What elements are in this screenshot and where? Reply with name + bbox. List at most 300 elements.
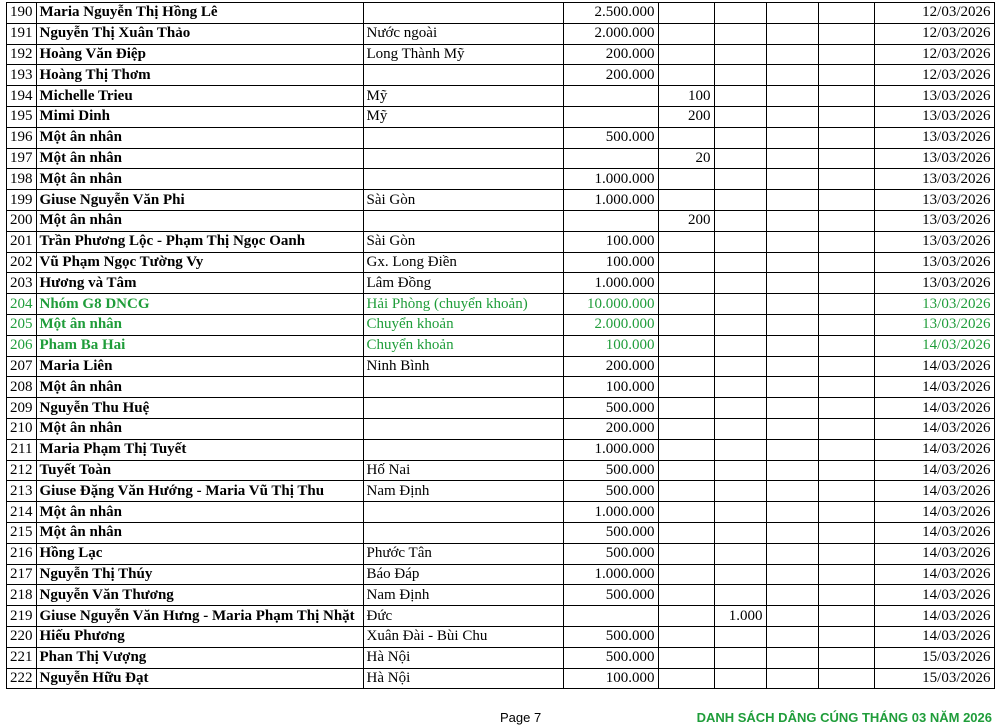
amount-vnd-cell: 100.000 <box>563 377 658 398</box>
donor-place-cell: Hố Nai <box>363 460 563 481</box>
amount-vnd-cell: 500.000 <box>563 522 658 543</box>
amount-eur-cell <box>714 169 766 190</box>
donor-place-cell <box>363 522 563 543</box>
extra-cell-2 <box>818 127 874 148</box>
donor-name-cell: Mimi Dinh <box>36 106 363 127</box>
extra-cell-2 <box>818 647 874 668</box>
extra-cell-1 <box>766 169 818 190</box>
row-number-cell: 194 <box>7 86 37 107</box>
row-number-cell: 204 <box>7 294 37 315</box>
row-number-cell: 219 <box>7 606 37 627</box>
table-row <box>7 606 995 627</box>
donor-place-cell <box>363 169 563 190</box>
donor-name-cell: Hiếu Phương <box>36 626 363 647</box>
amount-usd-cell <box>658 23 714 44</box>
table-row <box>7 335 995 356</box>
table-row <box>7 377 995 398</box>
amount-vnd-cell: 500.000 <box>563 647 658 668</box>
date-cell: 13/03/2026 <box>874 106 994 127</box>
amount-vnd-cell: 1.000.000 <box>563 190 658 211</box>
donor-place-cell <box>363 377 563 398</box>
extra-cell-2 <box>818 418 874 439</box>
amount-vnd-cell: 100.000 <box>563 335 658 356</box>
extra-cell-2 <box>818 543 874 564</box>
extra-cell-2 <box>818 314 874 335</box>
date-cell: 12/03/2026 <box>874 23 994 44</box>
table-row <box>7 190 995 211</box>
row-number-cell: 220 <box>7 626 37 647</box>
donor-name-cell: Nguyễn Thị Thúy <box>36 564 363 585</box>
extra-cell-1 <box>766 647 818 668</box>
extra-cell-1 <box>766 3 818 24</box>
row-number-cell: 210 <box>7 418 37 439</box>
donor-name-cell: Nguyễn Văn Thương <box>36 585 363 606</box>
amount-usd-cell <box>658 377 714 398</box>
amount-usd-cell <box>658 190 714 211</box>
date-cell: 12/03/2026 <box>874 3 994 24</box>
table-row <box>7 543 995 564</box>
table-row <box>7 398 995 419</box>
date-cell: 15/03/2026 <box>874 647 994 668</box>
extra-cell-2 <box>818 3 874 24</box>
extra-cell-1 <box>766 356 818 377</box>
donor-name-cell: Một ân nhân <box>36 377 363 398</box>
extra-cell-1 <box>766 502 818 523</box>
row-number-cell: 209 <box>7 398 37 419</box>
amount-usd-cell <box>658 668 714 689</box>
amount-vnd-cell: 100.000 <box>563 231 658 252</box>
extra-cell-2 <box>818 626 874 647</box>
date-cell: 14/03/2026 <box>874 564 994 585</box>
row-number-cell: 200 <box>7 210 37 231</box>
donor-name-cell: Trần Phương Lộc - Phạm Thị Ngọc Oanh <box>36 231 363 252</box>
amount-eur-cell <box>714 106 766 127</box>
donor-place-cell: Ninh Bình <box>363 356 563 377</box>
table-row <box>7 86 995 107</box>
amount-usd-cell <box>658 543 714 564</box>
row-number-cell: 222 <box>7 668 37 689</box>
donor-name-cell: Nguyễn Thị Xuân Thảo <box>36 23 363 44</box>
donor-place-cell: Đức <box>363 606 563 627</box>
amount-vnd-cell: 500.000 <box>563 481 658 502</box>
donor-place-cell: Xuân Đài - Bùi Chu <box>363 626 563 647</box>
amount-usd-cell: 200 <box>658 210 714 231</box>
amount-vnd-cell: 1.000.000 <box>563 169 658 190</box>
donor-name-cell: Nguyễn Hữu Đạt <box>36 668 363 689</box>
table-row <box>7 252 995 273</box>
extra-cell-1 <box>766 23 818 44</box>
amount-usd-cell <box>658 335 714 356</box>
extra-cell-2 <box>818 231 874 252</box>
amount-usd-cell <box>658 231 714 252</box>
amount-vnd-cell: 2.500.000 <box>563 3 658 24</box>
amount-usd-cell <box>658 460 714 481</box>
date-cell: 13/03/2026 <box>874 231 994 252</box>
amount-vnd-cell: 1.000.000 <box>563 564 658 585</box>
donor-name-cell: Một ân nhân <box>36 169 363 190</box>
extra-cell-2 <box>818 668 874 689</box>
date-cell: 12/03/2026 <box>874 44 994 65</box>
extra-cell-2 <box>818 106 874 127</box>
extra-cell-2 <box>818 335 874 356</box>
donor-name-cell: Maria Nguyễn Thị Hồng Lê <box>36 3 363 24</box>
date-cell: 14/03/2026 <box>874 522 994 543</box>
extra-cell-2 <box>818 564 874 585</box>
amount-eur-cell <box>714 647 766 668</box>
amount-eur-cell <box>714 86 766 107</box>
donor-place-cell: Nước ngoài <box>363 23 563 44</box>
extra-cell-2 <box>818 460 874 481</box>
amount-usd-cell <box>658 502 714 523</box>
table-row <box>7 65 995 86</box>
extra-cell-1 <box>766 522 818 543</box>
amount-vnd-cell: 1.000.000 <box>563 502 658 523</box>
donor-name-cell: Một ân nhân <box>36 502 363 523</box>
donor-name-cell: Nhóm G8 DNCG <box>36 294 363 315</box>
extra-cell-2 <box>818 169 874 190</box>
date-cell: 12/03/2026 <box>874 65 994 86</box>
donor-place-cell: Chuyển khoản <box>363 314 563 335</box>
donor-name-cell: Hoàng Văn Điệp <box>36 44 363 65</box>
amount-eur-cell <box>714 356 766 377</box>
amount-usd-cell <box>658 314 714 335</box>
amount-vnd-cell <box>563 148 658 169</box>
donor-place-cell: Hà Nội <box>363 647 563 668</box>
donor-name-cell: Hương và Tâm <box>36 273 363 294</box>
table-row <box>7 502 995 523</box>
date-cell: 13/03/2026 <box>874 314 994 335</box>
amount-eur-cell: 1.000 <box>714 606 766 627</box>
row-number-cell: 191 <box>7 23 37 44</box>
amount-eur-cell <box>714 273 766 294</box>
donor-place-cell: Nam Định <box>363 481 563 502</box>
amount-eur-cell <box>714 418 766 439</box>
date-cell: 13/03/2026 <box>874 190 994 211</box>
amount-usd-cell <box>658 585 714 606</box>
amount-vnd-cell: 200.000 <box>563 356 658 377</box>
row-number-cell: 192 <box>7 44 37 65</box>
row-number-cell: 218 <box>7 585 37 606</box>
amount-usd-cell: 200 <box>658 106 714 127</box>
extra-cell-2 <box>818 398 874 419</box>
amount-usd-cell <box>658 481 714 502</box>
extra-cell-2 <box>818 356 874 377</box>
extra-cell-1 <box>766 606 818 627</box>
amount-vnd-cell: 200.000 <box>563 44 658 65</box>
amount-eur-cell <box>714 398 766 419</box>
document-title: DANH SÁCH DÂNG CÚNG THÁNG 03 NĂM 2026 <box>696 710 992 725</box>
amount-usd-cell <box>658 3 714 24</box>
amount-vnd-cell <box>563 606 658 627</box>
amount-vnd-cell: 500.000 <box>563 585 658 606</box>
extra-cell-1 <box>766 626 818 647</box>
donor-place-cell <box>363 65 563 86</box>
donor-name-cell: Vũ Phạm Ngọc Tường Vy <box>36 252 363 273</box>
extra-cell-1 <box>766 398 818 419</box>
amount-vnd-cell: 1.000.000 <box>563 273 658 294</box>
table-row <box>7 273 995 294</box>
extra-cell-2 <box>818 86 874 107</box>
extra-cell-1 <box>766 294 818 315</box>
donor-place-cell: Chuyển khoản <box>363 335 563 356</box>
amount-eur-cell <box>714 564 766 585</box>
amount-eur-cell <box>714 377 766 398</box>
amount-eur-cell <box>714 439 766 460</box>
date-cell: 13/03/2026 <box>874 273 994 294</box>
extra-cell-1 <box>766 86 818 107</box>
date-cell: 14/03/2026 <box>874 543 994 564</box>
donor-name-cell: Phan Thị Vượng <box>36 647 363 668</box>
donor-place-cell: Lâm Đồng <box>363 273 563 294</box>
donation-table-body <box>7 3 995 689</box>
donor-place-cell: Gx. Long Điền <box>363 252 563 273</box>
table-row <box>7 418 995 439</box>
extra-cell-1 <box>766 106 818 127</box>
row-number-cell: 205 <box>7 314 37 335</box>
table-row <box>7 231 995 252</box>
extra-cell-2 <box>818 252 874 273</box>
row-number-cell: 208 <box>7 377 37 398</box>
donor-name-cell: Một ân nhân <box>36 522 363 543</box>
row-number-cell: 196 <box>7 127 37 148</box>
table-row <box>7 106 995 127</box>
table-row <box>7 585 995 606</box>
row-number-cell: 199 <box>7 190 37 211</box>
amount-usd-cell <box>658 398 714 419</box>
extra-cell-2 <box>818 294 874 315</box>
amount-vnd-cell: 500.000 <box>563 626 658 647</box>
amount-eur-cell <box>714 210 766 231</box>
donor-name-cell: Maria Phạm Thị Tuyết <box>36 439 363 460</box>
amount-usd-cell <box>658 564 714 585</box>
amount-vnd-cell <box>563 106 658 127</box>
table-row <box>7 210 995 231</box>
extra-cell-1 <box>766 65 818 86</box>
extra-cell-2 <box>818 210 874 231</box>
row-number-cell: 202 <box>7 252 37 273</box>
table-row <box>7 439 995 460</box>
amount-eur-cell <box>714 481 766 502</box>
date-cell: 13/03/2026 <box>874 210 994 231</box>
amount-vnd-cell: 500.000 <box>563 460 658 481</box>
extra-cell-1 <box>766 543 818 564</box>
extra-cell-1 <box>766 564 818 585</box>
amount-usd-cell: 100 <box>658 86 714 107</box>
amount-usd-cell <box>658 294 714 315</box>
extra-cell-1 <box>766 148 818 169</box>
date-cell: 14/03/2026 <box>874 606 994 627</box>
amount-usd-cell <box>658 127 714 148</box>
donor-place-cell <box>363 418 563 439</box>
amount-eur-cell <box>714 335 766 356</box>
row-number-cell: 221 <box>7 647 37 668</box>
date-cell: 14/03/2026 <box>874 481 994 502</box>
donor-name-cell: Một ân nhân <box>36 418 363 439</box>
donor-place-cell <box>363 398 563 419</box>
amount-vnd-cell <box>563 210 658 231</box>
amount-eur-cell <box>714 127 766 148</box>
table-row <box>7 44 995 65</box>
amount-usd-cell <box>658 44 714 65</box>
extra-cell-2 <box>818 377 874 398</box>
extra-cell-2 <box>818 273 874 294</box>
date-cell: 13/03/2026 <box>874 169 994 190</box>
donor-place-cell <box>363 439 563 460</box>
donor-place-cell <box>363 210 563 231</box>
table-row <box>7 314 995 335</box>
table-row <box>7 148 995 169</box>
amount-usd-cell <box>658 606 714 627</box>
donor-place-cell: Hải Phòng (chuyển khoản) <box>363 294 563 315</box>
extra-cell-1 <box>766 418 818 439</box>
extra-cell-2 <box>818 522 874 543</box>
amount-vnd-cell: 500.000 <box>563 127 658 148</box>
amount-eur-cell <box>714 148 766 169</box>
donor-name-cell: Một ân nhân <box>36 127 363 148</box>
amount-eur-cell <box>714 252 766 273</box>
amount-vnd-cell: 100.000 <box>563 252 658 273</box>
donation-table <box>6 2 995 689</box>
extra-cell-1 <box>766 44 818 65</box>
extra-cell-2 <box>818 481 874 502</box>
amount-usd-cell <box>658 626 714 647</box>
extra-cell-1 <box>766 335 818 356</box>
date-cell: 14/03/2026 <box>874 377 994 398</box>
amount-usd-cell <box>658 522 714 543</box>
table-row <box>7 127 995 148</box>
row-number-cell: 211 <box>7 439 37 460</box>
donor-name-cell: Giuse Nguyễn Văn Phi <box>36 190 363 211</box>
table-row <box>7 481 995 502</box>
date-cell: 13/03/2026 <box>874 86 994 107</box>
amount-vnd-cell: 500.000 <box>563 543 658 564</box>
amount-eur-cell <box>714 294 766 315</box>
amount-usd-cell <box>658 647 714 668</box>
donor-name-cell: Nguyễn Thu Huệ <box>36 398 363 419</box>
extra-cell-1 <box>766 377 818 398</box>
amount-usd-cell <box>658 439 714 460</box>
extra-cell-1 <box>766 252 818 273</box>
row-number-cell: 213 <box>7 481 37 502</box>
amount-usd-cell <box>658 252 714 273</box>
row-number-cell: 214 <box>7 502 37 523</box>
extra-cell-2 <box>818 148 874 169</box>
row-number-cell: 193 <box>7 65 37 86</box>
amount-eur-cell <box>714 585 766 606</box>
table-row <box>7 356 995 377</box>
table-row <box>7 564 995 585</box>
donor-place-cell: Mỹ <box>363 86 563 107</box>
row-number-cell: 212 <box>7 460 37 481</box>
date-cell: 14/03/2026 <box>874 585 994 606</box>
amount-vnd-cell: 200.000 <box>563 418 658 439</box>
donor-name-cell: Tuyết Toàn <box>36 460 363 481</box>
donor-place-cell <box>363 502 563 523</box>
amount-vnd-cell <box>563 86 658 107</box>
amount-vnd-cell: 10.000.000 <box>563 294 658 315</box>
extra-cell-1 <box>766 439 818 460</box>
donor-name-cell: Pham Ba Hai <box>36 335 363 356</box>
date-cell: 14/03/2026 <box>874 502 994 523</box>
table-row <box>7 668 995 689</box>
date-cell: 15/03/2026 <box>874 668 994 689</box>
table-row <box>7 23 995 44</box>
donor-name-cell: Michelle Trieu <box>36 86 363 107</box>
donor-place-cell: Báo Đáp <box>363 564 563 585</box>
donor-place-cell <box>363 148 563 169</box>
date-cell: 14/03/2026 <box>874 335 994 356</box>
extra-cell-2 <box>818 439 874 460</box>
amount-eur-cell <box>714 190 766 211</box>
amount-eur-cell <box>714 502 766 523</box>
donor-place-cell <box>363 127 563 148</box>
page-number: Page 7 <box>500 710 542 725</box>
amount-eur-cell <box>714 522 766 543</box>
amount-vnd-cell: 500.000 <box>563 398 658 419</box>
donor-place-cell: Sài Gòn <box>363 231 563 252</box>
amount-usd-cell <box>658 273 714 294</box>
donor-place-cell: Long Thành Mỹ <box>363 44 563 65</box>
row-number-cell: 207 <box>7 356 37 377</box>
donor-name-cell: Một ân nhân <box>36 210 363 231</box>
donor-place-cell: Mỹ <box>363 106 563 127</box>
donor-name-cell: Một ân nhân <box>36 314 363 335</box>
amount-vnd-cell: 1.000.000 <box>563 439 658 460</box>
donor-place-cell: Hà Nội <box>363 668 563 689</box>
amount-eur-cell <box>714 65 766 86</box>
row-number-cell: 216 <box>7 543 37 564</box>
date-cell: 14/03/2026 <box>874 626 994 647</box>
amount-eur-cell <box>714 231 766 252</box>
amount-vnd-cell: 2.000.000 <box>563 314 658 335</box>
amount-eur-cell <box>714 314 766 335</box>
donor-name-cell: Hồng Lạc <box>36 543 363 564</box>
date-cell: 13/03/2026 <box>874 294 994 315</box>
extra-cell-1 <box>766 585 818 606</box>
extra-cell-1 <box>766 481 818 502</box>
extra-cell-1 <box>766 190 818 211</box>
amount-eur-cell <box>714 23 766 44</box>
donor-place-cell: Sài Gòn <box>363 190 563 211</box>
extra-cell-1 <box>766 460 818 481</box>
table-row <box>7 3 995 24</box>
row-number-cell: 201 <box>7 231 37 252</box>
extra-cell-2 <box>818 190 874 211</box>
date-cell: 13/03/2026 <box>874 148 994 169</box>
donor-place-cell <box>363 3 563 24</box>
donor-name-cell: Hoàng Thị Thơm <box>36 65 363 86</box>
donor-name-cell: Giuse Đặng Văn Hướng - Maria Vũ Thị Thu <box>36 481 363 502</box>
date-cell: 14/03/2026 <box>874 418 994 439</box>
table-row <box>7 169 995 190</box>
donor-name-cell: Giuse Nguyễn Văn Hưng - Maria Phạm Thị Nhặt <box>36 606 363 627</box>
amount-eur-cell <box>714 44 766 65</box>
date-cell: 13/03/2026 <box>874 127 994 148</box>
row-number-cell: 203 <box>7 273 37 294</box>
row-number-cell: 206 <box>7 335 37 356</box>
donor-place-cell: Nam Định <box>363 585 563 606</box>
table-row <box>7 626 995 647</box>
amount-eur-cell <box>714 626 766 647</box>
amount-eur-cell <box>714 668 766 689</box>
table-row <box>7 460 995 481</box>
row-number-cell: 197 <box>7 148 37 169</box>
row-number-cell: 195 <box>7 106 37 127</box>
date-cell: 14/03/2026 <box>874 398 994 419</box>
extra-cell-2 <box>818 606 874 627</box>
extra-cell-1 <box>766 231 818 252</box>
extra-cell-1 <box>766 314 818 335</box>
